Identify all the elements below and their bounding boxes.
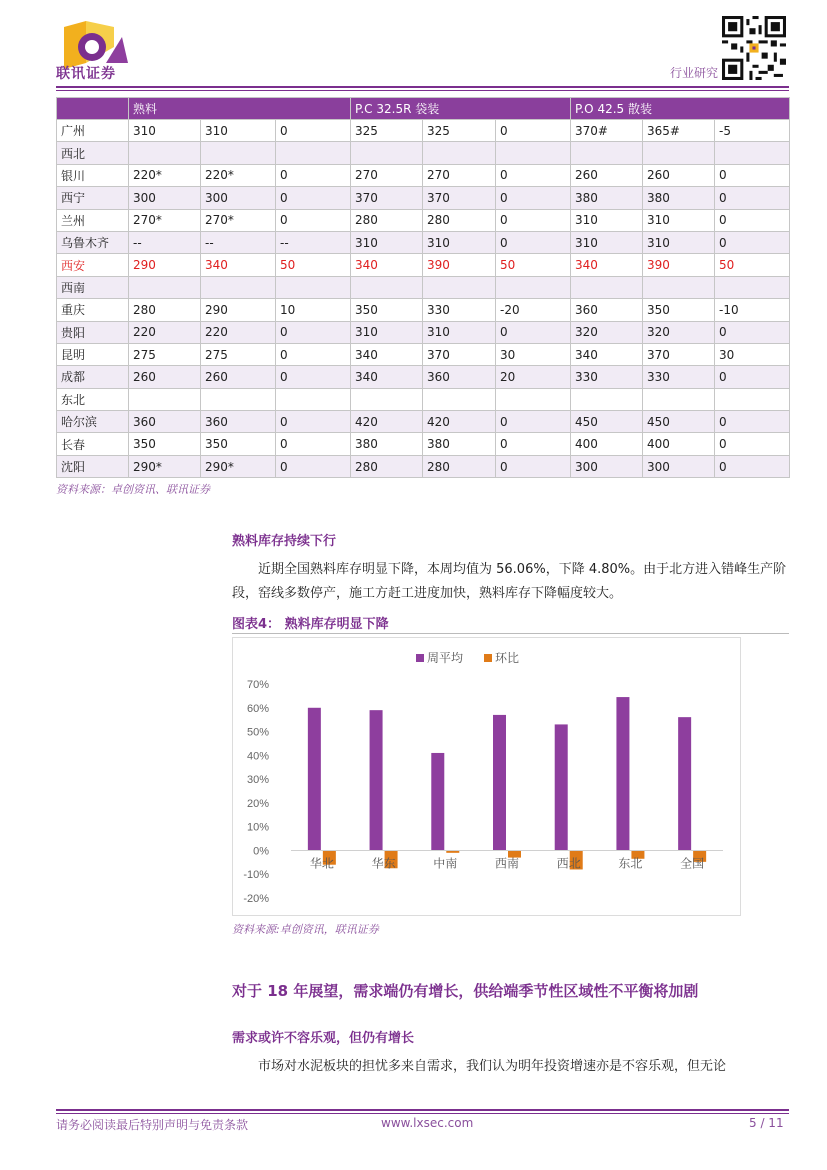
- price-cell: 0: [276, 433, 351, 455]
- price-cell: 370: [351, 187, 423, 209]
- price-cell: 280: [423, 455, 496, 477]
- price-cell: 300: [201, 187, 276, 209]
- price-cell: 50: [496, 254, 571, 276]
- y-tick-label: 70%: [246, 679, 269, 691]
- price-cell: [423, 276, 496, 298]
- price-cell: 0: [276, 209, 351, 231]
- price-cell: [496, 388, 571, 410]
- subsection-title: 需求或许不容乐观，但仍有增长: [232, 1031, 415, 1046]
- price-cell: 380: [643, 187, 715, 209]
- price-cell: 310: [643, 231, 715, 253]
- price-cell: 0: [715, 366, 790, 388]
- region-cell: 西南: [57, 276, 129, 298]
- price-cell: 390: [643, 254, 715, 276]
- price-cell: 310: [201, 120, 276, 142]
- price-cell: [129, 388, 201, 410]
- y-tick-label: 50%: [246, 726, 269, 739]
- price-cell: 220: [129, 321, 201, 343]
- region-cell: 兰州: [57, 209, 129, 231]
- region-cell: 西宁: [57, 187, 129, 209]
- price-cell: 450: [643, 411, 715, 433]
- price-cell: [571, 276, 643, 298]
- header-cell-po425: P.O 42.5 散装: [571, 98, 790, 120]
- region-cell: 广州: [57, 120, 129, 142]
- legend-label: 周平均: [427, 651, 464, 665]
- legend-label: 环比: [495, 651, 520, 665]
- price-cell: 0: [496, 411, 571, 433]
- cement-price-table: [56, 97, 790, 478]
- price-cell: 280: [351, 455, 423, 477]
- x-tick-label: 华北: [309, 856, 334, 871]
- price-cell: 350: [129, 433, 201, 455]
- price-cell: 310: [351, 321, 423, 343]
- table-row: [57, 411, 790, 433]
- price-cell: 325: [423, 120, 496, 142]
- price-cell: 270: [423, 164, 496, 186]
- price-cell: 0: [715, 209, 790, 231]
- price-cell: [571, 142, 643, 164]
- price-cell: -5: [715, 120, 790, 142]
- price-cell: [129, 276, 201, 298]
- price-cell: 0: [715, 164, 790, 186]
- region-cell: 西安: [57, 254, 129, 276]
- price-cell: 400: [571, 433, 643, 455]
- price-cell: 220: [201, 321, 276, 343]
- bar-weekly-avg: [308, 708, 321, 851]
- price-cell: 0: [276, 366, 351, 388]
- price-cell: 0: [496, 433, 571, 455]
- section-title: 熟料库存持续下行: [232, 534, 337, 549]
- price-cell: 340: [351, 343, 423, 365]
- price-cell: 0: [715, 231, 790, 253]
- price-cell: 280: [423, 209, 496, 231]
- price-cell: 0: [276, 455, 351, 477]
- price-cell: 20: [496, 366, 571, 388]
- price-cell: [129, 142, 201, 164]
- price-cell: 0: [276, 120, 351, 142]
- price-cell: 270*: [129, 209, 201, 231]
- price-cell: [351, 388, 423, 410]
- price-cell: 0: [496, 209, 571, 231]
- price-cell: 0: [715, 455, 790, 477]
- price-cell: 0: [496, 455, 571, 477]
- region-cell: 乌鲁木齐: [57, 231, 129, 253]
- price-cell: [201, 388, 276, 410]
- price-cell: 0: [496, 120, 571, 142]
- table-row: [57, 455, 790, 477]
- price-cell: 0: [276, 411, 351, 433]
- price-cell: 380: [351, 433, 423, 455]
- price-cell: 220*: [129, 164, 201, 186]
- paragraph: 近期全国熟料库存明显下降，本周均值为 56.06%，下降 4.80%。由于北方进入错峰生产阶段，窑线多数停产，施工方赶工进度加快，熟料库存下降幅度较大。: [232, 562, 787, 601]
- price-cell: 310: [571, 209, 643, 231]
- price-cell: --: [201, 231, 276, 253]
- y-tick-label: 40%: [246, 750, 269, 763]
- table-row: [57, 343, 790, 365]
- table-row: [57, 433, 790, 455]
- price-cell: [643, 276, 715, 298]
- y-tick-label: -20%: [243, 893, 269, 905]
- price-cell: 300: [643, 455, 715, 477]
- table-row: [57, 299, 790, 321]
- price-cell: 320: [643, 321, 715, 343]
- price-cell: [201, 276, 276, 298]
- price-cell: [496, 142, 571, 164]
- price-cell: 280: [129, 299, 201, 321]
- price-cell: 350: [351, 299, 423, 321]
- price-cell: [201, 142, 276, 164]
- price-cell: [715, 276, 790, 298]
- footer-disclaimer: 请务必阅读最后特别声明与免责条款: [56, 1118, 249, 1132]
- price-cell: 420: [351, 411, 423, 433]
- y-tick-label: 10%: [246, 821, 269, 834]
- price-cell: 340: [351, 254, 423, 276]
- price-cell: [351, 142, 423, 164]
- price-cell: [351, 276, 423, 298]
- footer-rule-thin: [56, 1113, 789, 1114]
- y-tick-label: 60%: [246, 702, 269, 715]
- x-tick-label: 西北: [556, 856, 581, 871]
- x-tick-label: 东北: [618, 856, 643, 871]
- region-cell: 银川: [57, 164, 129, 186]
- table-row: [57, 164, 790, 186]
- price-cell: 280: [351, 209, 423, 231]
- header-cell-pc325r: P.C 32.5R 袋装: [351, 98, 571, 120]
- x-tick-label: 华东: [371, 856, 396, 871]
- y-tick-label: 30%: [246, 774, 269, 787]
- chart-svg: [233, 638, 740, 915]
- price-cell: 340: [351, 366, 423, 388]
- table-row: [57, 388, 790, 410]
- price-cell: 310: [351, 231, 423, 253]
- price-cell: 0: [276, 187, 351, 209]
- price-cell: [276, 142, 351, 164]
- figure-rule: [232, 633, 789, 634]
- price-cell: 0: [496, 187, 571, 209]
- section-heading: 对于 18 年展望，需求端仍有增长，供给端季节性区域性不平衡将加剧: [232, 982, 699, 1000]
- price-cell: 260: [201, 366, 276, 388]
- y-tick-label: 0%: [253, 845, 269, 858]
- header-rule-thin: [56, 90, 789, 91]
- price-cell: 420: [423, 411, 496, 433]
- bar-weekly-avg: [555, 724, 568, 850]
- price-cell: 360: [201, 411, 276, 433]
- price-cell: 260: [571, 164, 643, 186]
- header-cell: [57, 98, 129, 120]
- price-cell: [715, 142, 790, 164]
- price-cell: 10: [276, 299, 351, 321]
- price-cell: 330: [643, 366, 715, 388]
- header-category: 行业研究: [670, 66, 719, 80]
- price-cell: 310: [129, 120, 201, 142]
- price-cell: 300: [129, 187, 201, 209]
- price-cell: 260: [643, 164, 715, 186]
- price-cell: 290*: [129, 455, 201, 477]
- price-cell: [715, 388, 790, 410]
- price-cell: 0: [715, 411, 790, 433]
- price-cell: 340: [571, 254, 643, 276]
- price-cell: 0: [496, 164, 571, 186]
- price-cell: 365#: [643, 120, 715, 142]
- price-cell: --: [276, 231, 351, 253]
- y-tick-label: -10%: [243, 869, 269, 882]
- region-cell: 昆明: [57, 343, 129, 365]
- inventory-chart: [232, 637, 741, 916]
- table-row: [57, 254, 790, 276]
- price-cell: 0: [496, 321, 571, 343]
- price-cell: 0: [276, 321, 351, 343]
- price-cell: -20: [496, 299, 571, 321]
- price-cell: 0: [276, 343, 351, 365]
- price-cell: 0: [715, 187, 790, 209]
- price-cell: [496, 276, 571, 298]
- price-cell: 320: [571, 321, 643, 343]
- price-cell: 340: [571, 343, 643, 365]
- price-cell: 50: [715, 254, 790, 276]
- region-cell: 成都: [57, 366, 129, 388]
- footer-website: www.lxsec.com: [381, 1116, 474, 1130]
- legend-swatch: [416, 654, 424, 662]
- price-cell: [643, 388, 715, 410]
- bar-weekly-avg: [431, 753, 444, 850]
- price-cell: 390: [423, 254, 496, 276]
- price-cell: 275: [129, 343, 201, 365]
- price-cell: 290*: [201, 455, 276, 477]
- price-cell: 340: [201, 254, 276, 276]
- x-tick-label: 中南: [433, 856, 458, 871]
- table-source: 资料来源：卓创资讯、联讯证券: [56, 483, 210, 496]
- price-cell: 0: [496, 231, 571, 253]
- price-cell: -10: [715, 299, 790, 321]
- price-cell: 220*: [201, 164, 276, 186]
- price-cell: 260: [129, 366, 201, 388]
- footer-page-number: 5 / 11: [749, 1116, 784, 1130]
- price-cell: 270*: [201, 209, 276, 231]
- price-cell: 330: [571, 366, 643, 388]
- table-row: [57, 321, 790, 343]
- price-cell: 310: [423, 321, 496, 343]
- price-cell: 300: [571, 455, 643, 477]
- footer-rule: [56, 1109, 789, 1111]
- table-row: [57, 231, 790, 253]
- y-tick-label: 20%: [246, 797, 269, 810]
- price-cell: 330: [423, 299, 496, 321]
- price-cell: 370: [423, 343, 496, 365]
- price-cell: 290: [129, 254, 201, 276]
- price-cell: 350: [201, 433, 276, 455]
- table-row: [57, 120, 790, 142]
- bar-weekly-avg: [678, 717, 691, 850]
- price-cell: 270: [351, 164, 423, 186]
- price-cell: 370: [643, 343, 715, 365]
- region-cell: 长春: [57, 433, 129, 455]
- legend-swatch: [484, 654, 492, 662]
- logo-text: 联讯证券: [56, 66, 116, 82]
- bar-weekly-avg: [370, 710, 383, 850]
- price-cell: 0: [715, 433, 790, 455]
- figure-source: 资料来源:卓创资讯，联讯证券: [232, 923, 379, 936]
- price-cell: 360: [423, 366, 496, 388]
- price-cell: 380: [571, 187, 643, 209]
- price-cell: --: [129, 231, 201, 253]
- region-cell: 东北: [57, 388, 129, 410]
- table-row: [57, 276, 790, 298]
- price-cell: 380: [423, 433, 496, 455]
- figure-title: 图表4： 熟料库存明显下降: [232, 617, 389, 632]
- table-row: [57, 187, 790, 209]
- price-cell: 310: [571, 231, 643, 253]
- price-cell: 360: [129, 411, 201, 433]
- region-cell: 沈阳: [57, 455, 129, 477]
- price-cell: [276, 276, 351, 298]
- price-cell: 290: [201, 299, 276, 321]
- price-cell: [276, 388, 351, 410]
- price-cell: 325: [351, 120, 423, 142]
- table-row: [57, 209, 790, 231]
- header-rule: [56, 86, 789, 88]
- table-row: [57, 142, 790, 164]
- bar-weekly-avg: [493, 715, 506, 851]
- price-cell: 360: [571, 299, 643, 321]
- region-cell: 贵阳: [57, 321, 129, 343]
- price-cell: 30: [496, 343, 571, 365]
- price-cell: [423, 142, 496, 164]
- price-cell: 370: [423, 187, 496, 209]
- bar-weekly-avg: [616, 697, 629, 850]
- price-cell: 0: [715, 321, 790, 343]
- price-cell: 310: [423, 231, 496, 253]
- x-tick-label: 西南: [494, 856, 520, 871]
- table-header-row: [57, 98, 790, 120]
- price-cell: 400: [643, 433, 715, 455]
- qr-code-icon: [722, 16, 786, 80]
- region-cell: 哈尔滨: [57, 411, 129, 433]
- region-cell: 重庆: [57, 299, 129, 321]
- header-cell-clinker: 熟料: [129, 98, 351, 120]
- price-cell: [571, 388, 643, 410]
- price-cell: 275: [201, 343, 276, 365]
- x-tick-label: 全国: [680, 856, 705, 871]
- price-cell: 310: [643, 209, 715, 231]
- price-cell: 30: [715, 343, 790, 365]
- paragraph: 市场对水泥板块的担忧多来自需求，我们认为明年投资增速亦是不容乐观，但无论: [258, 1059, 727, 1074]
- price-cell: [423, 388, 496, 410]
- price-cell: 370#: [571, 120, 643, 142]
- price-cell: 0: [276, 164, 351, 186]
- price-cell: 50: [276, 254, 351, 276]
- table-row: [57, 366, 790, 388]
- region-cell: 西北: [57, 142, 129, 164]
- price-cell: [643, 142, 715, 164]
- price-cell: 450: [571, 411, 643, 433]
- price-cell: 350: [643, 299, 715, 321]
